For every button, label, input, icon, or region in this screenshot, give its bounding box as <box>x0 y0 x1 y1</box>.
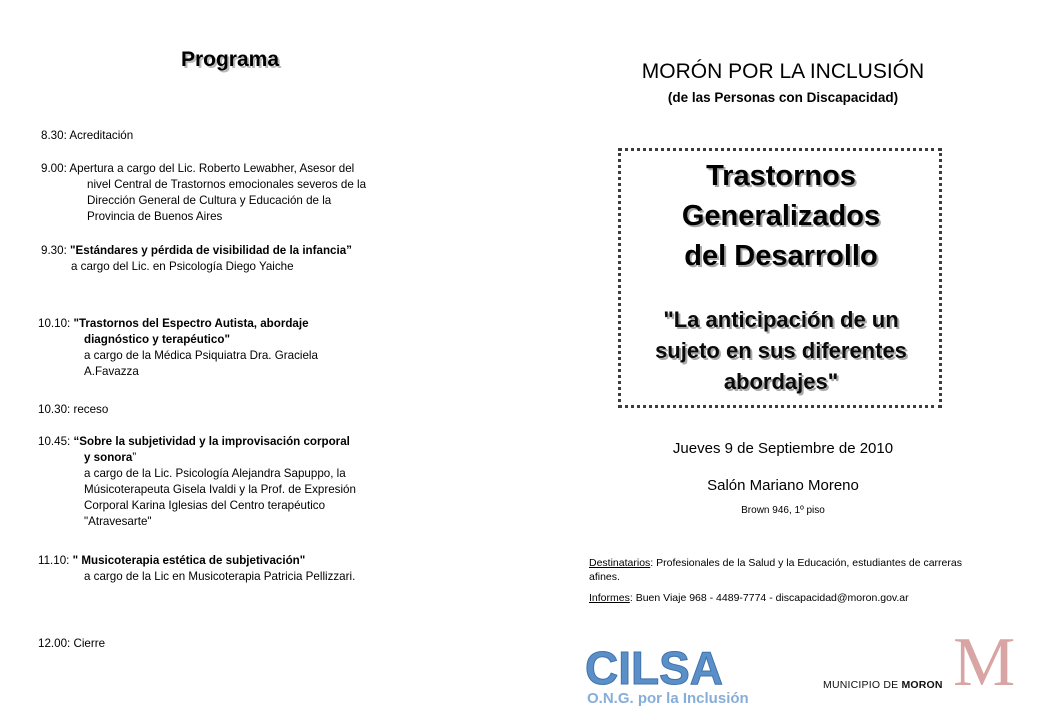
schedule-item-receso <box>38 402 418 418</box>
cilsa-tagline: O.N.G. por la Inclusión <box>587 690 749 706</box>
schedule-time: 10.30: <box>38 403 71 416</box>
schedule-time: 12.00: <box>38 637 71 650</box>
feature-quote-line: abordajes" <box>723 369 839 394</box>
schedule-speaker: Músicoterapeuta Gisela Ivaldi y la Prof. de Expresión <box>84 483 356 496</box>
schedule-time: 9.00: <box>41 162 67 175</box>
schedule-talk-title: " Musicoterapia estética de subjetivación" <box>72 554 306 567</box>
schedule-text: Cierre <box>73 637 106 650</box>
feature-quote-line: sujeto en sus diferentes <box>655 338 907 363</box>
contact-info <box>589 591 984 605</box>
schedule-item-cierre <box>38 636 418 652</box>
schedule-talk-title: “Sobre la subjetividad y la improvisación corporal <box>73 435 350 448</box>
schedule-speaker: a cargo del Lic. en Psicología Diego Yaiche <box>71 260 294 273</box>
schedule-talk-title: y sonora <box>84 451 133 464</box>
cilsa-logo <box>583 646 759 706</box>
programa-heading: Programa <box>180 48 280 71</box>
schedule-text: Provincia de Buenos Aires <box>87 210 223 223</box>
schedule-talk-title: "Estándares y pérdida de visibilidad de la infancia” <box>70 244 352 257</box>
schedule-talk-title: "Trastornos del Espectro Autista, abordaje <box>73 317 309 330</box>
schedule-item-subjetividad <box>38 434 438 530</box>
schedule-text: Apertura a cargo del Lic. Roberto Lewabher, Asesor del <box>69 162 355 175</box>
schedule-time: 10.45: <box>38 435 71 448</box>
schedule-text: receso <box>73 403 109 416</box>
schedule-item-musicoterapia <box>38 553 438 585</box>
schedule-time: 8.30: <box>41 129 67 142</box>
event-series-title: MORÓN POR LA INCLUSIÓN <box>641 60 925 83</box>
event-address: Brown 946, 1º piso <box>741 505 825 516</box>
schedule-speaker: a cargo de la Médica Psiquiatra Dra. Graciela <box>84 349 318 362</box>
schedule-speaker: a cargo de la Lic. Psicología Alejandra Sapuppo, la <box>84 467 346 480</box>
schedule-time: 11.10: <box>38 554 70 567</box>
municipio-name: MORON <box>901 679 943 691</box>
contact-text: : Buen Viaje 968 - 4489-7774 - discapacidad@moron.gov.ar <box>629 592 909 604</box>
feature-title <box>618 156 944 276</box>
event-series-subtitle: (de las Personas con Discapacidad) <box>667 90 899 105</box>
schedule-time: 9.30: <box>41 244 67 257</box>
schedule-speaker: A.Favazza <box>84 365 139 378</box>
schedule-text: Dirección General de Cultura y Educación de la <box>87 194 332 207</box>
event-venue: Salón Mariano Moreno <box>707 477 859 494</box>
schedule-quote-mark: ” <box>132 451 137 464</box>
schedule-text: nivel Central de Trastornos emocionales severos de la <box>87 178 367 191</box>
municipio-m-mark: M <box>953 624 1016 701</box>
event-date: Jueves 9 de Septiembre de 2010 <box>672 440 894 457</box>
feature-title-line: Generalizados <box>681 200 881 232</box>
schedule-speaker: a cargo de la Lic en Musicoterapia Patricia Pellizzari. <box>84 570 356 583</box>
municipio-prefix: MUNICIPIO DE <box>823 679 902 691</box>
schedule-speaker: Corporal Karina Iglesias del Centro terapéutico <box>84 499 326 512</box>
schedule-text: Acreditación <box>69 129 134 142</box>
schedule-item-tea <box>38 316 428 380</box>
schedule-item-apertura <box>41 161 421 225</box>
cilsa-wordmark: CILSA <box>585 646 723 694</box>
audience-info <box>589 556 984 584</box>
feature-quote-line: "La anticipación de un <box>663 307 899 332</box>
feature-quote <box>618 304 944 397</box>
municipio-logo-text <box>823 679 943 691</box>
schedule-time: 10.10: <box>38 317 71 330</box>
audience-label: Destinatarios <box>589 557 651 569</box>
audience-text: : Profesionales de la Salud y la Educación, estudiantes de carreras afines. <box>589 557 962 583</box>
schedule-item-acreditacion <box>41 128 421 144</box>
schedule-talk-title: diagnóstico y terapéutico" <box>84 333 230 346</box>
schedule-item-estandares <box>41 243 431 275</box>
feature-title-line: Trastornos <box>706 160 856 192</box>
feature-title-line: del Desarrollo <box>684 240 878 272</box>
contact-label: Informes <box>589 592 630 604</box>
schedule-speaker: "Atravesarte" <box>84 515 152 528</box>
